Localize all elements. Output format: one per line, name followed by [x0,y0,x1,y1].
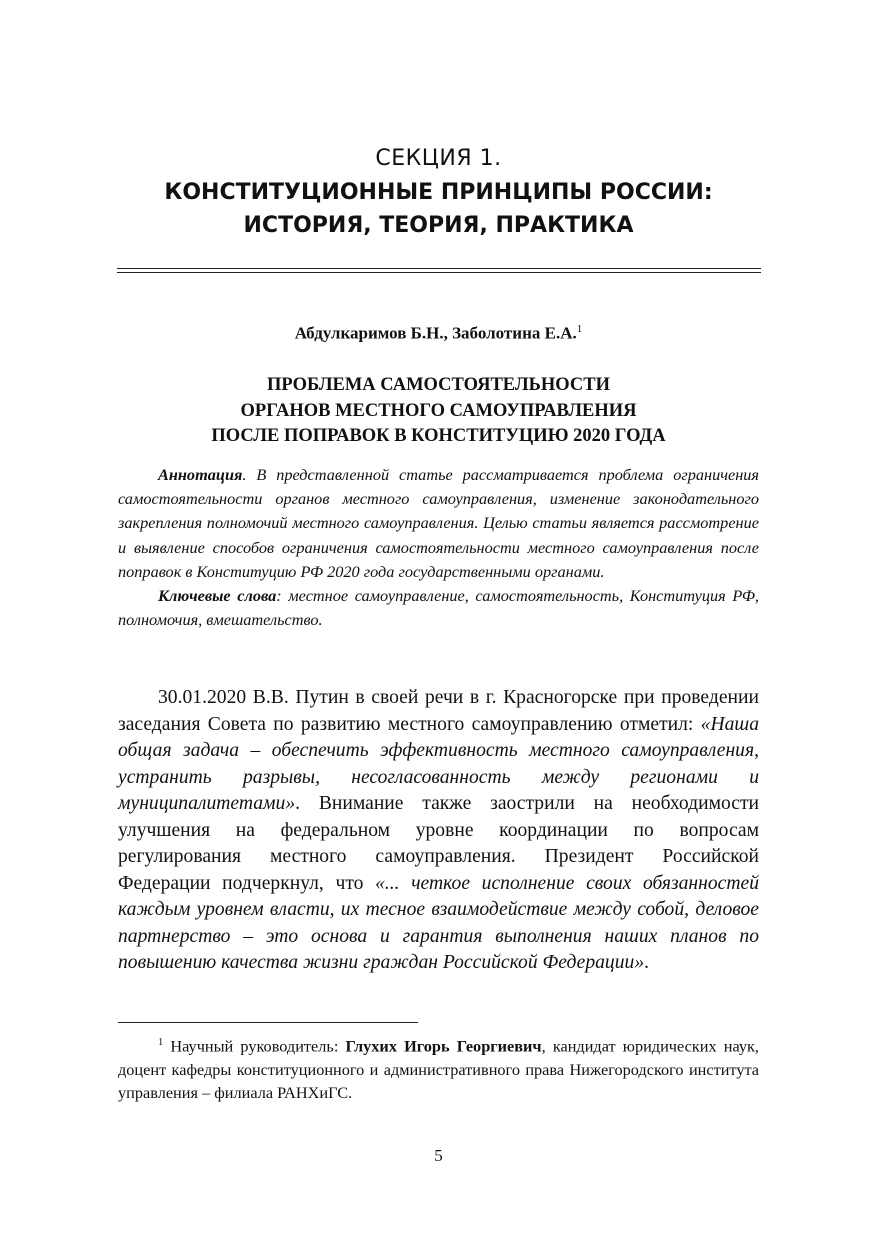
body-text-part: 30.01.2020 В.В. Путин в своей речи в г. Красногорске при проведении заседания Совета по развитию местного самоуправлению отметил: [118,687,759,735]
keywords-label: Ключевые слова [158,586,277,606]
abstract-block [118,463,759,632]
body-paragraph [118,685,759,977]
supervisor-name: Глухих Игорь Георгиевич [345,1036,542,1056]
section-number: СЕКЦИЯ 1. [375,146,502,171]
body-text-part: . [644,952,650,973]
footnote-divider [118,1022,418,1023]
section-divider-bottom [117,272,761,273]
section-divider-top [117,268,761,269]
footnote [118,1031,759,1105]
footnote-prefix: Научный руководитель: [163,1036,346,1056]
abstract-text: . В представленной статье рассматривается проблема ограничения самостоятельности органов местного самоуправления, изменение законодательного закрепления полномочий местного самоуправления. Целью статьи является рассмотрение и выявление способов ограничения самостоятельности местного самоуправления после поправок в Конституцию РФ 2020 года государственными органами. [118,465,759,581]
authors-text: Абдулкаримов Б.Н., Заболотина Е.А. [294,323,577,343]
footnote-mark: 1 [576,323,583,335]
article-title-line: ОРГАНОВ МЕСТНОГО САМОУПРАВЛЕНИЯ [240,400,637,421]
abstract-paragraph [118,463,759,584]
footnote-text: , кандидат юридических наук, доцент кафедры конституционного и административного права Нижегородского института управления – филиала РАНХиГС. [118,1036,759,1103]
keywords-paragraph [118,584,759,632]
article-authors [0,323,877,344]
section-title-line: КОНСТИТУЦИОННЫЕ ПРИНЦИПЫ РОССИИ: [164,180,713,205]
article-title [0,373,877,450]
footnote-paragraph [118,1031,759,1105]
keywords-text: : местное самоуправление, самостоятельность, Конституция РФ, полномочия, вмешательство. [118,586,759,630]
abstract-label: Аннотация [158,465,243,484]
quote-putin-1: «Наша общая задача – обеспечить эффективность местного самоуправления, устранить разрывы, несогласованность между регионами и муниципалитетами» [118,713,759,814]
section-title [0,176,877,242]
body-text-part: . Внимание также заострили на необходимости улучшения на федеральном уровне координации по вопросам регулирования местного самоуправления. Президент Российской Федерации подчеркнул, что [118,793,759,894]
section-title-line: ИСТОРИЯ, ТЕОРИЯ, ПРАКТИКА [243,213,634,238]
footnote-number: 1 [158,1037,164,1048]
article-title-line: ПОСЛЕ ПОПРАВОК В КОНСТИТУЦИЮ 2020 ГОДА [211,426,666,446]
body-text [118,685,759,977]
page-number: 5 [434,1146,443,1165]
quote-putin-2: «... четкое исполнение своих обязанностей каждым уровнем власти, их тесное взаимодействие между собой, деловое партнерство – это основа и гарантия выполнения наших планов по повышению качества жизни граждан Российской Федерации» [118,872,759,973]
article-title-line: ПРОБЛЕМА САМОСТОЯТЕЛЬНОСТИ [266,375,611,395]
